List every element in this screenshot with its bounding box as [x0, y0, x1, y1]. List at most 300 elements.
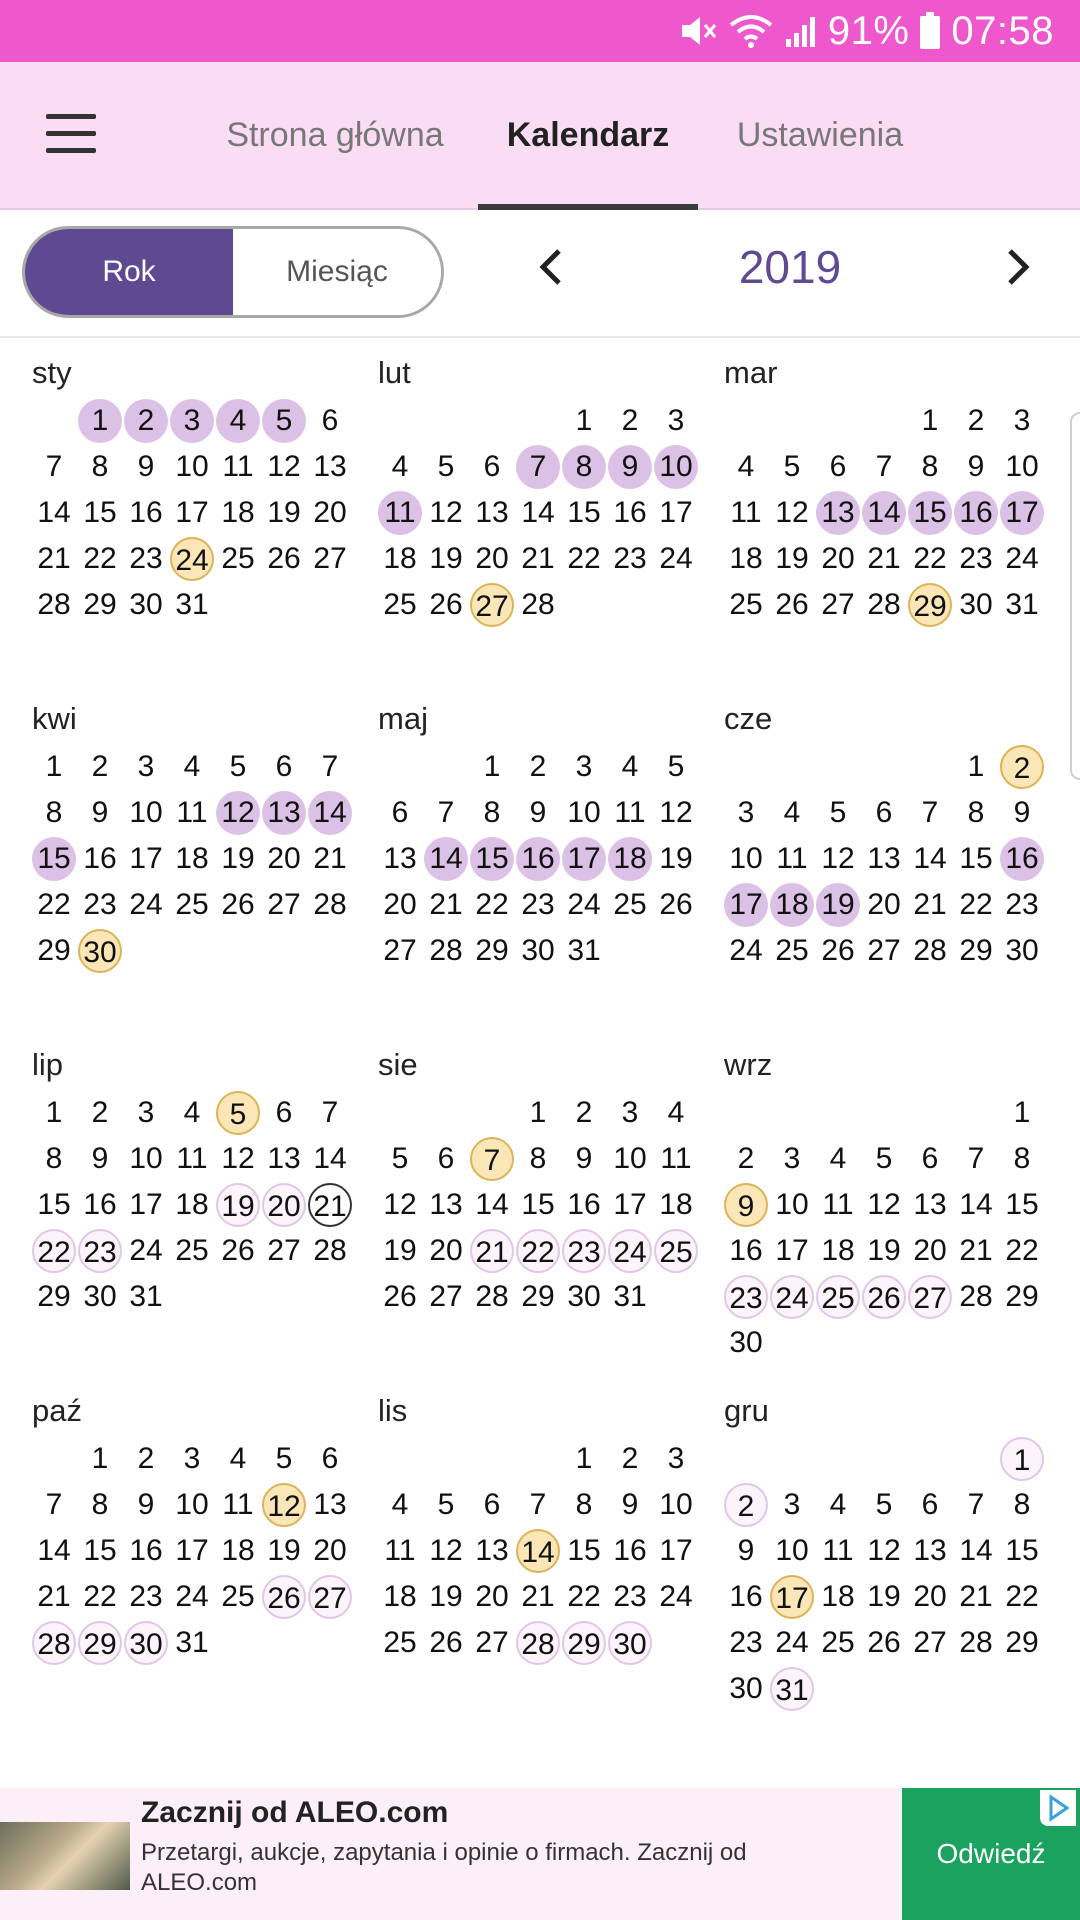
day-cell[interactable]: 13 [262, 791, 306, 835]
day-cell[interactable]: 8 [562, 445, 606, 489]
day-cell[interactable]: 11 [384, 1534, 416, 1567]
day-cell[interactable]: 3 [137, 1096, 155, 1129]
day-cell[interactable]: 10 [175, 450, 209, 483]
day-cell[interactable]: 31 [567, 934, 601, 967]
day-cell[interactable]: 9 [137, 1488, 155, 1521]
day-cell[interactable]: 6 [437, 1142, 455, 1175]
day-cell[interactable]: 17 [770, 1575, 814, 1619]
day-cell[interactable]: 9 [608, 445, 652, 489]
day-cell[interactable]: 8 [921, 450, 939, 483]
day-cell[interactable]: 13 [867, 842, 901, 875]
day-cell[interactable]: 6 [321, 1442, 339, 1475]
day-cell[interactable]: 2 [575, 1096, 593, 1129]
month-view-button[interactable]: Miesiąc [233, 229, 441, 315]
day-cell[interactable]: 17 [659, 496, 693, 529]
day-cell[interactable]: 31 [613, 1280, 647, 1313]
day-cell[interactable]: 15 [1005, 1188, 1039, 1221]
day-cell[interactable]: 5 [275, 1442, 293, 1475]
day-cell[interactable]: 8 [1013, 1142, 1031, 1175]
day-cell[interactable]: 18 [221, 1534, 255, 1567]
day-cell[interactable]: 27 [267, 1234, 301, 1267]
day-cell[interactable]: 26 [267, 542, 301, 575]
day-cell[interactable]: 26 [383, 1280, 417, 1313]
day-cell[interactable]: 14 [308, 791, 352, 835]
day-cell[interactable]: 18 [383, 1580, 417, 1613]
day-cell[interactable]: 8 [45, 1142, 63, 1175]
day-cell[interactable]: 3 [575, 750, 593, 783]
day-cell[interactable]: 13 [313, 450, 347, 483]
day-cell[interactable]: 22 [913, 542, 947, 575]
day-cell[interactable]: 14 [521, 496, 555, 529]
day-cell[interactable]: 9 [137, 450, 155, 483]
day-cell[interactable]: 13 [475, 1534, 509, 1567]
day-cell[interactable]: 9 [529, 796, 547, 829]
day-cell[interactable]: 1 [1013, 1096, 1031, 1129]
day-cell[interactable]: 23 [78, 1229, 122, 1273]
day-cell[interactable]: 4 [737, 450, 755, 483]
day-cell[interactable]: 15 [1005, 1534, 1039, 1567]
day-cell[interactable]: 2 [1000, 745, 1044, 789]
day-cell[interactable]: 18 [175, 842, 209, 875]
day-cell[interactable]: 29 [1005, 1280, 1039, 1313]
tab-calendar[interactable]: Kalendarz [506, 115, 670, 154]
day-cell[interactable]: 26 [775, 588, 809, 621]
day-cell[interactable]: 16 [1000, 837, 1044, 881]
day-cell[interactable]: 14 [959, 1188, 993, 1221]
day-cell[interactable]: 19 [659, 842, 693, 875]
day-cell[interactable]: 17 [724, 883, 768, 927]
day-cell[interactable]: 26 [867, 1626, 901, 1659]
day-cell[interactable]: 22 [1005, 1580, 1039, 1613]
day-cell[interactable]: 20 [821, 542, 855, 575]
day-cell[interactable]: 29 [908, 583, 952, 627]
day-cell[interactable]: 16 [954, 491, 998, 535]
day-cell[interactable]: 13 [313, 1488, 347, 1521]
day-cell[interactable]: 16 [83, 842, 117, 875]
day-cell[interactable]: 24 [659, 1580, 693, 1613]
day-cell[interactable]: 20 [313, 1534, 347, 1567]
day-cell[interactable]: 23 [613, 542, 647, 575]
day-cell[interactable]: 16 [567, 1188, 601, 1221]
day-cell[interactable]: 4 [391, 1488, 409, 1521]
day-cell[interactable]: 22 [567, 1580, 601, 1613]
day-cell[interactable]: 22 [516, 1229, 560, 1273]
day-cell[interactable]: 22 [83, 1580, 117, 1613]
day-cell[interactable]: 24 [729, 934, 763, 967]
day-cell[interactable]: 27 [908, 1275, 952, 1319]
day-cell[interactable]: 11 [822, 1188, 854, 1221]
day-cell[interactable]: 17 [562, 837, 606, 881]
day-cell[interactable]: 10 [729, 842, 763, 875]
day-cell[interactable]: 27 [267, 888, 301, 921]
day-cell[interactable]: 18 [821, 1234, 855, 1267]
day-cell[interactable]: 3 [783, 1488, 801, 1521]
day-cell[interactable]: 7 [875, 450, 893, 483]
day-cell[interactable]: 10 [613, 1142, 647, 1175]
day-cell[interactable]: 25 [221, 542, 255, 575]
day-cell[interactable]: 23 [521, 888, 555, 921]
day-cell[interactable]: 25 [816, 1275, 860, 1319]
day-cell[interactable]: 22 [1005, 1234, 1039, 1267]
day-cell[interactable]: 14 [313, 1142, 347, 1175]
day-cell[interactable]: 15 [32, 837, 76, 881]
day-cell[interactable]: 6 [483, 1488, 501, 1521]
day-cell[interactable]: 14 [862, 491, 906, 535]
day-cell[interactable]: 30 [1005, 934, 1039, 967]
day-cell[interactable]: 25 [383, 588, 417, 621]
day-cell[interactable]: 7 [516, 445, 560, 489]
day-cell[interactable]: 18 [770, 883, 814, 927]
day-cell[interactable]: 13 [913, 1188, 947, 1221]
day-cell[interactable]: 20 [313, 496, 347, 529]
day-cell[interactable]: 5 [875, 1488, 893, 1521]
day-cell[interactable]: 15 [83, 496, 117, 529]
day-cell[interactable]: 5 [437, 450, 455, 483]
day-cell[interactable]: 26 [429, 588, 463, 621]
day-cell[interactable]: 28 [313, 1234, 347, 1267]
day-cell[interactable]: 28 [959, 1626, 993, 1659]
month-wrz[interactable] [714, 1047, 1060, 1377]
day-cell[interactable]: 14 [475, 1188, 509, 1221]
day-cell[interactable]: 3 [667, 1442, 685, 1475]
day-cell[interactable]: 9 [1013, 796, 1031, 829]
day-cell[interactable]: 18 [659, 1188, 693, 1221]
day-cell[interactable]: 17 [129, 1188, 163, 1221]
day-cell[interactable]: 11 [378, 491, 422, 535]
day-cell[interactable]: 13 [816, 491, 860, 535]
day-cell[interactable]: 30 [608, 1621, 652, 1665]
day-cell[interactable]: 23 [1005, 888, 1039, 921]
day-cell[interactable]: 2 [621, 1442, 639, 1475]
day-cell[interactable]: 10 [1005, 450, 1039, 483]
day-cell[interactable]: 8 [483, 796, 501, 829]
day-cell[interactable]: 2 [724, 1483, 768, 1527]
day-cell[interactable]: 13 [267, 1142, 301, 1175]
day-cell[interactable]: 30 [129, 588, 163, 621]
day-cell[interactable]: 2 [91, 750, 109, 783]
day-cell[interactable]: 6 [275, 1096, 293, 1129]
day-cell[interactable]: 13 [475, 496, 509, 529]
day-cell[interactable]: 24 [1005, 542, 1039, 575]
day-cell[interactable]: 6 [875, 796, 893, 829]
day-cell[interactable]: 6 [921, 1142, 939, 1175]
day-cell[interactable]: 12 [267, 450, 301, 483]
ad-choices-icon[interactable] [1040, 1790, 1076, 1826]
day-cell[interactable]: 10 [775, 1534, 809, 1567]
day-cell[interactable]: 27 [313, 542, 347, 575]
day-cell[interactable]: 23 [959, 542, 993, 575]
day-cell[interactable]: 21 [308, 1183, 352, 1227]
day-cell[interactable]: 8 [91, 1488, 109, 1521]
day-cell[interactable]: 12 [383, 1188, 417, 1221]
day-cell[interactable]: 25 [175, 888, 209, 921]
day-cell[interactable]: 30 [83, 1280, 117, 1313]
day-cell[interactable]: 12 [775, 496, 809, 529]
day-cell[interactable]: 12 [216, 791, 260, 835]
day-cell[interactable]: 4 [621, 750, 639, 783]
day-cell[interactable]: 20 [913, 1580, 947, 1613]
day-cell[interactable]: 1 [91, 1442, 109, 1475]
day-cell[interactable]: 1 [45, 1096, 63, 1129]
day-cell[interactable]: 27 [308, 1575, 352, 1619]
day-cell[interactable]: 25 [729, 588, 763, 621]
day-cell[interactable]: 6 [321, 404, 339, 437]
day-cell[interactable]: 21 [867, 542, 901, 575]
day-cell[interactable]: 8 [45, 796, 63, 829]
day-cell[interactable]: 6 [391, 796, 409, 829]
day-cell[interactable]: 1 [967, 750, 985, 783]
day-cell[interactable]: 18 [383, 542, 417, 575]
day-cell[interactable]: 29 [1005, 1626, 1039, 1659]
day-cell[interactable]: 31 [175, 1626, 209, 1659]
day-cell[interactable]: 26 [821, 934, 855, 967]
day-cell[interactable]: 19 [267, 496, 301, 529]
day-cell[interactable]: 19 [429, 542, 463, 575]
day-cell[interactable]: 28 [516, 1621, 560, 1665]
day-cell[interactable]: 14 [424, 837, 468, 881]
ad-visit-button[interactable]: Odwiedź [902, 1788, 1080, 1920]
day-cell[interactable]: 30 [959, 588, 993, 621]
day-cell[interactable]: 5 [391, 1142, 409, 1175]
day-cell[interactable]: 3 [621, 1096, 639, 1129]
day-cell[interactable]: 11 [660, 1142, 692, 1175]
day-cell[interactable]: 5 [667, 750, 685, 783]
menu-icon[interactable] [46, 114, 98, 154]
day-cell[interactable]: 22 [567, 542, 601, 575]
day-cell[interactable]: 12 [659, 796, 693, 829]
day-cell[interactable]: 9 [737, 1534, 755, 1567]
day-cell[interactable]: 1 [575, 404, 593, 437]
day-cell[interactable]: 21 [521, 1580, 555, 1613]
tab-home[interactable]: Strona główna [226, 115, 444, 154]
day-cell[interactable]: 31 [129, 1280, 163, 1313]
day-cell[interactable]: 23 [729, 1626, 763, 1659]
day-cell[interactable]: 15 [470, 837, 514, 881]
day-cell[interactable]: 10 [775, 1188, 809, 1221]
day-cell[interactable]: 11 [730, 496, 762, 529]
day-cell[interactable]: 8 [1013, 1488, 1031, 1521]
day-cell[interactable]: 11 [822, 1534, 854, 1567]
day-cell[interactable]: 10 [567, 796, 601, 829]
day-cell[interactable]: 5 [262, 399, 306, 443]
day-cell[interactable]: 31 [1005, 588, 1039, 621]
day-cell[interactable]: 18 [729, 542, 763, 575]
day-cell[interactable]: 22 [37, 888, 71, 921]
day-cell[interactable]: 18 [175, 1188, 209, 1221]
day-cell[interactable]: 19 [867, 1580, 901, 1613]
day-cell[interactable]: 6 [921, 1488, 939, 1521]
day-cell[interactable]: 21 [429, 888, 463, 921]
day-cell[interactable]: 19 [216, 1183, 260, 1227]
day-cell[interactable]: 31 [770, 1667, 814, 1711]
day-cell[interactable]: 25 [654, 1229, 698, 1273]
day-cell[interactable]: 29 [562, 1621, 606, 1665]
day-cell[interactable]: 25 [221, 1580, 255, 1613]
day-cell[interactable]: 4 [667, 1096, 685, 1129]
day-cell[interactable]: 23 [129, 1580, 163, 1613]
chevron-left-icon[interactable] [527, 242, 577, 292]
day-cell[interactable]: 23 [613, 1580, 647, 1613]
day-cell[interactable]: 22 [83, 542, 117, 575]
day-cell[interactable]: 25 [775, 934, 809, 967]
day-cell[interactable]: 27 [383, 934, 417, 967]
day-cell[interactable]: 23 [562, 1229, 606, 1273]
month-kwi[interactable] [22, 701, 368, 1031]
day-cell[interactable]: 10 [175, 1488, 209, 1521]
day-cell[interactable]: 28 [521, 588, 555, 621]
day-cell[interactable]: 17 [775, 1234, 809, 1267]
day-cell[interactable]: 2 [621, 404, 639, 437]
day-cell[interactable]: 21 [470, 1229, 514, 1273]
day-cell[interactable]: 9 [724, 1183, 768, 1227]
day-cell[interactable]: 5 [229, 750, 247, 783]
month-maj[interactable] [368, 701, 714, 1031]
day-cell[interactable]: 27 [821, 588, 855, 621]
day-cell[interactable]: 24 [608, 1229, 652, 1273]
month-lis[interactable] [368, 1393, 714, 1723]
day-cell[interactable]: 8 [91, 450, 109, 483]
day-cell[interactable]: 24 [129, 888, 163, 921]
day-cell[interactable]: 24 [775, 1626, 809, 1659]
day-cell[interactable]: 7 [967, 1488, 985, 1521]
day-cell[interactable]: 7 [321, 1096, 339, 1129]
day-cell[interactable]: 29 [78, 1621, 122, 1665]
day-cell[interactable]: 18 [221, 496, 255, 529]
day-cell[interactable]: 5 [829, 796, 847, 829]
month-cze[interactable] [714, 701, 1060, 1031]
day-cell[interactable]: 9 [91, 796, 109, 829]
day-cell[interactable]: 14 [913, 842, 947, 875]
day-cell[interactable]: 14 [37, 1534, 71, 1567]
day-cell[interactable]: 10 [129, 796, 163, 829]
day-cell[interactable]: 1 [78, 399, 122, 443]
day-cell[interactable]: 21 [959, 1580, 993, 1613]
day-cell[interactable]: 25 [383, 1626, 417, 1659]
month-lip[interactable] [22, 1047, 368, 1377]
day-cell[interactable]: 8 [529, 1142, 547, 1175]
day-cell[interactable]: 1 [921, 404, 939, 437]
day-cell[interactable]: 3 [137, 750, 155, 783]
day-cell[interactable]: 13 [429, 1188, 463, 1221]
day-cell[interactable]: 4 [183, 1096, 201, 1129]
month-mar[interactable] [714, 355, 1060, 685]
day-cell[interactable]: 3 [1013, 404, 1031, 437]
day-cell[interactable]: 12 [867, 1534, 901, 1567]
day-cell[interactable]: 14 [516, 1529, 560, 1573]
day-cell[interactable]: 7 [529, 1488, 547, 1521]
day-cell[interactable]: 23 [129, 542, 163, 575]
day-cell[interactable]: 17 [175, 496, 209, 529]
day-cell[interactable]: 27 [913, 1626, 947, 1659]
day-cell[interactable]: 15 [959, 842, 993, 875]
day-cell[interactable]: 24 [129, 1234, 163, 1267]
day-cell[interactable]: 15 [83, 1534, 117, 1567]
day-cell[interactable]: 18 [821, 1580, 855, 1613]
day-cell[interactable]: 21 [37, 1580, 71, 1613]
day-cell[interactable]: 12 [429, 496, 463, 529]
day-cell[interactable]: 30 [567, 1280, 601, 1313]
day-cell[interactable]: 26 [221, 1234, 255, 1267]
day-cell[interactable]: 27 [470, 583, 514, 627]
day-cell[interactable]: 20 [867, 888, 901, 921]
day-cell[interactable]: 12 [821, 842, 855, 875]
day-cell[interactable]: 3 [183, 1442, 201, 1475]
month-lut[interactable] [368, 355, 714, 685]
day-cell[interactable]: 24 [175, 1580, 209, 1613]
day-cell[interactable]: 4 [229, 1442, 247, 1475]
day-cell[interactable]: 25 [175, 1234, 209, 1267]
day-cell[interactable]: 20 [267, 842, 301, 875]
month-gru[interactable] [714, 1393, 1060, 1723]
month-sty[interactable] [22, 355, 368, 685]
day-cell[interactable]: 6 [275, 750, 293, 783]
day-cell[interactable]: 8 [575, 1488, 593, 1521]
day-cell[interactable]: 29 [521, 1280, 555, 1313]
scroll-handle[interactable] [1070, 412, 1080, 780]
day-cell[interactable]: 7 [321, 750, 339, 783]
day-cell[interactable]: 20 [475, 542, 509, 575]
day-cell[interactable]: 21 [959, 1234, 993, 1267]
day-cell[interactable]: 19 [267, 1534, 301, 1567]
day-cell[interactable]: 21 [521, 542, 555, 575]
day-cell[interactable]: 10 [659, 1488, 693, 1521]
day-cell[interactable]: 3 [170, 399, 214, 443]
ad-title[interactable]: Zacznij od ALEO.com [141, 1796, 449, 1829]
day-cell[interactable]: 28 [475, 1280, 509, 1313]
day-cell[interactable]: 26 [429, 1626, 463, 1659]
day-cell[interactable]: 26 [862, 1275, 906, 1319]
day-cell[interactable]: 28 [913, 934, 947, 967]
day-cell[interactable]: 30 [521, 934, 555, 967]
day-cell[interactable]: 23 [83, 888, 117, 921]
day-cell[interactable]: 16 [83, 1188, 117, 1221]
day-cell[interactable]: 19 [429, 1580, 463, 1613]
day-cell[interactable]: 19 [816, 883, 860, 927]
day-cell[interactable]: 12 [429, 1534, 463, 1567]
day-cell[interactable]: 9 [91, 1142, 109, 1175]
day-cell[interactable]: 7 [921, 796, 939, 829]
day-cell[interactable]: 30 [729, 1326, 763, 1359]
day-cell[interactable]: 5 [875, 1142, 893, 1175]
chevron-right-icon[interactable] [992, 242, 1042, 292]
day-cell[interactable]: 7 [470, 1137, 514, 1181]
day-cell[interactable]: 29 [83, 588, 117, 621]
day-cell[interactable]: 17 [613, 1188, 647, 1221]
day-cell[interactable]: 7 [45, 450, 63, 483]
day-cell[interactable]: 20 [262, 1183, 306, 1227]
day-cell[interactable]: 29 [37, 934, 71, 967]
day-cell[interactable]: 19 [775, 542, 809, 575]
day-cell[interactable]: 26 [221, 888, 255, 921]
day-cell[interactable]: 16 [729, 1234, 763, 1267]
day-cell[interactable]: 4 [829, 1488, 847, 1521]
day-cell[interactable]: 11 [222, 1488, 254, 1521]
day-cell[interactable]: 22 [475, 888, 509, 921]
day-cell[interactable]: 21 [913, 888, 947, 921]
day-cell[interactable]: 27 [429, 1280, 463, 1313]
day-cell[interactable]: 1 [575, 1442, 593, 1475]
day-cell[interactable]: 9 [621, 1488, 639, 1521]
day-cell[interactable]: 28 [313, 888, 347, 921]
tab-settings[interactable]: Ustawienia [736, 115, 904, 154]
day-cell[interactable]: 2 [124, 399, 168, 443]
day-cell[interactable]: 22 [32, 1229, 76, 1273]
day-cell[interactable]: 1 [483, 750, 501, 783]
day-cell[interactable]: 6 [829, 450, 847, 483]
day-cell[interactable]: 7 [967, 1142, 985, 1175]
day-cell[interactable]: 15 [521, 1188, 555, 1221]
day-cell[interactable]: 21 [313, 842, 347, 875]
